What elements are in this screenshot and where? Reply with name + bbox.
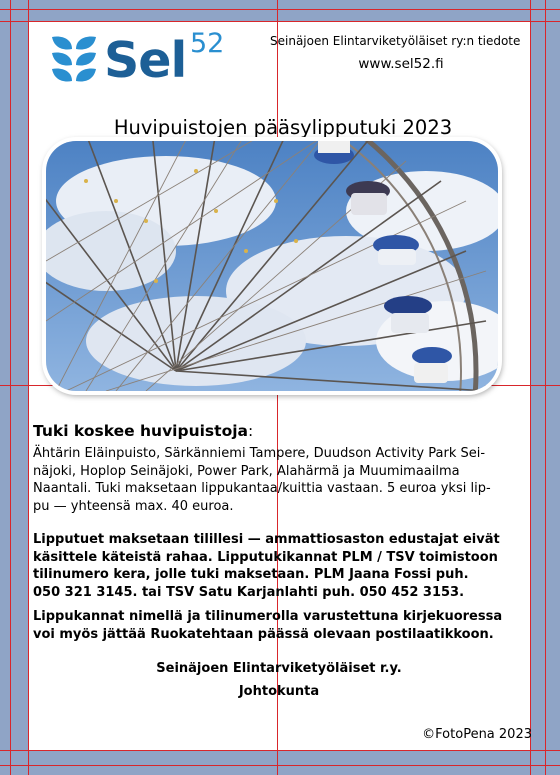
guide-line — [0, 765, 560, 766]
paragraph-line: Lippukannat nimellä ja tilinumerolla varustettuna kirjekuoressa — [33, 609, 503, 624]
leaf-icon — [48, 33, 100, 89]
mailbox-paragraph — [33, 608, 528, 643]
paragraph-line: 050 321 3145. tai TSV Satu Karjanlahti puh. 050 452 3153. — [33, 584, 465, 600]
paragraph-line: tilinumero kera, jolle tuki maksetaan. PLM Jaana Fossi puh. — [33, 567, 469, 582]
section-heading — [33, 421, 253, 441]
signature-organization: Seinäjoen Elintarviketyöläiset r.y. — [156, 661, 402, 676]
paragraph-line: Lipputuet maksetaan tilillesi — ammattiosaston edustajat eivät — [33, 532, 500, 547]
page-title: Huvipuistojen pääsylipputuki 2023 — [113, 116, 453, 139]
website-link[interactable]: www.sel52.fi — [358, 56, 444, 72]
paragraph-line: näjoki, Hoplop Seinäjoki, Power Park, Alahärmä ja Muumimaailma — [33, 463, 460, 479]
guide-line — [0, 21, 560, 22]
frame-left — [0, 0, 28, 775]
ferris-wheel-image — [46, 141, 498, 391]
organization-name: Seinäjoen Elintarviketyöläiset ry:n tiedote — [270, 34, 521, 48]
paragraph-line: pu — yhteensä max. 40 euroa. — [33, 498, 234, 514]
payment-paragraph — [33, 531, 528, 601]
logo-text: Sel — [104, 32, 187, 89]
photo-credit: ©FotoPena 2023 — [422, 727, 532, 742]
guide-line — [10, 0, 11, 775]
frame-top — [0, 0, 560, 22]
paragraph-line: Naantali. Tuki maksetaan lippukantaa/kuittia vastaan. 5 euroa yksi lip- — [33, 481, 491, 496]
ferris-wheel-photo — [46, 141, 498, 391]
guide-line — [545, 0, 546, 775]
logo-number: 52 — [190, 28, 225, 59]
paragraph-line: voi myös jättää Ruokatehtaan päässä olevaan postilaatikkoon. — [33, 626, 494, 642]
guide-line — [0, 9, 560, 10]
paragraph-line: Ähtärin Eläinpuisto, Särkänniemi Tampere, Duudson Activity Park Sei- — [33, 446, 486, 461]
guide-line — [0, 750, 560, 751]
section-heading-text: Tuki koskee huvipuistoja — [33, 422, 248, 440]
frame-bottom — [0, 750, 560, 775]
section-heading-colon: : — [248, 422, 254, 440]
parks-paragraph — [33, 445, 528, 515]
signature-board: Johtokunta — [238, 684, 320, 699]
paragraph-line: käsittele käteistä rahaa. Lipputukikannat PLM / TSV toimistoon — [33, 549, 498, 565]
sel52-logo — [48, 30, 238, 92]
